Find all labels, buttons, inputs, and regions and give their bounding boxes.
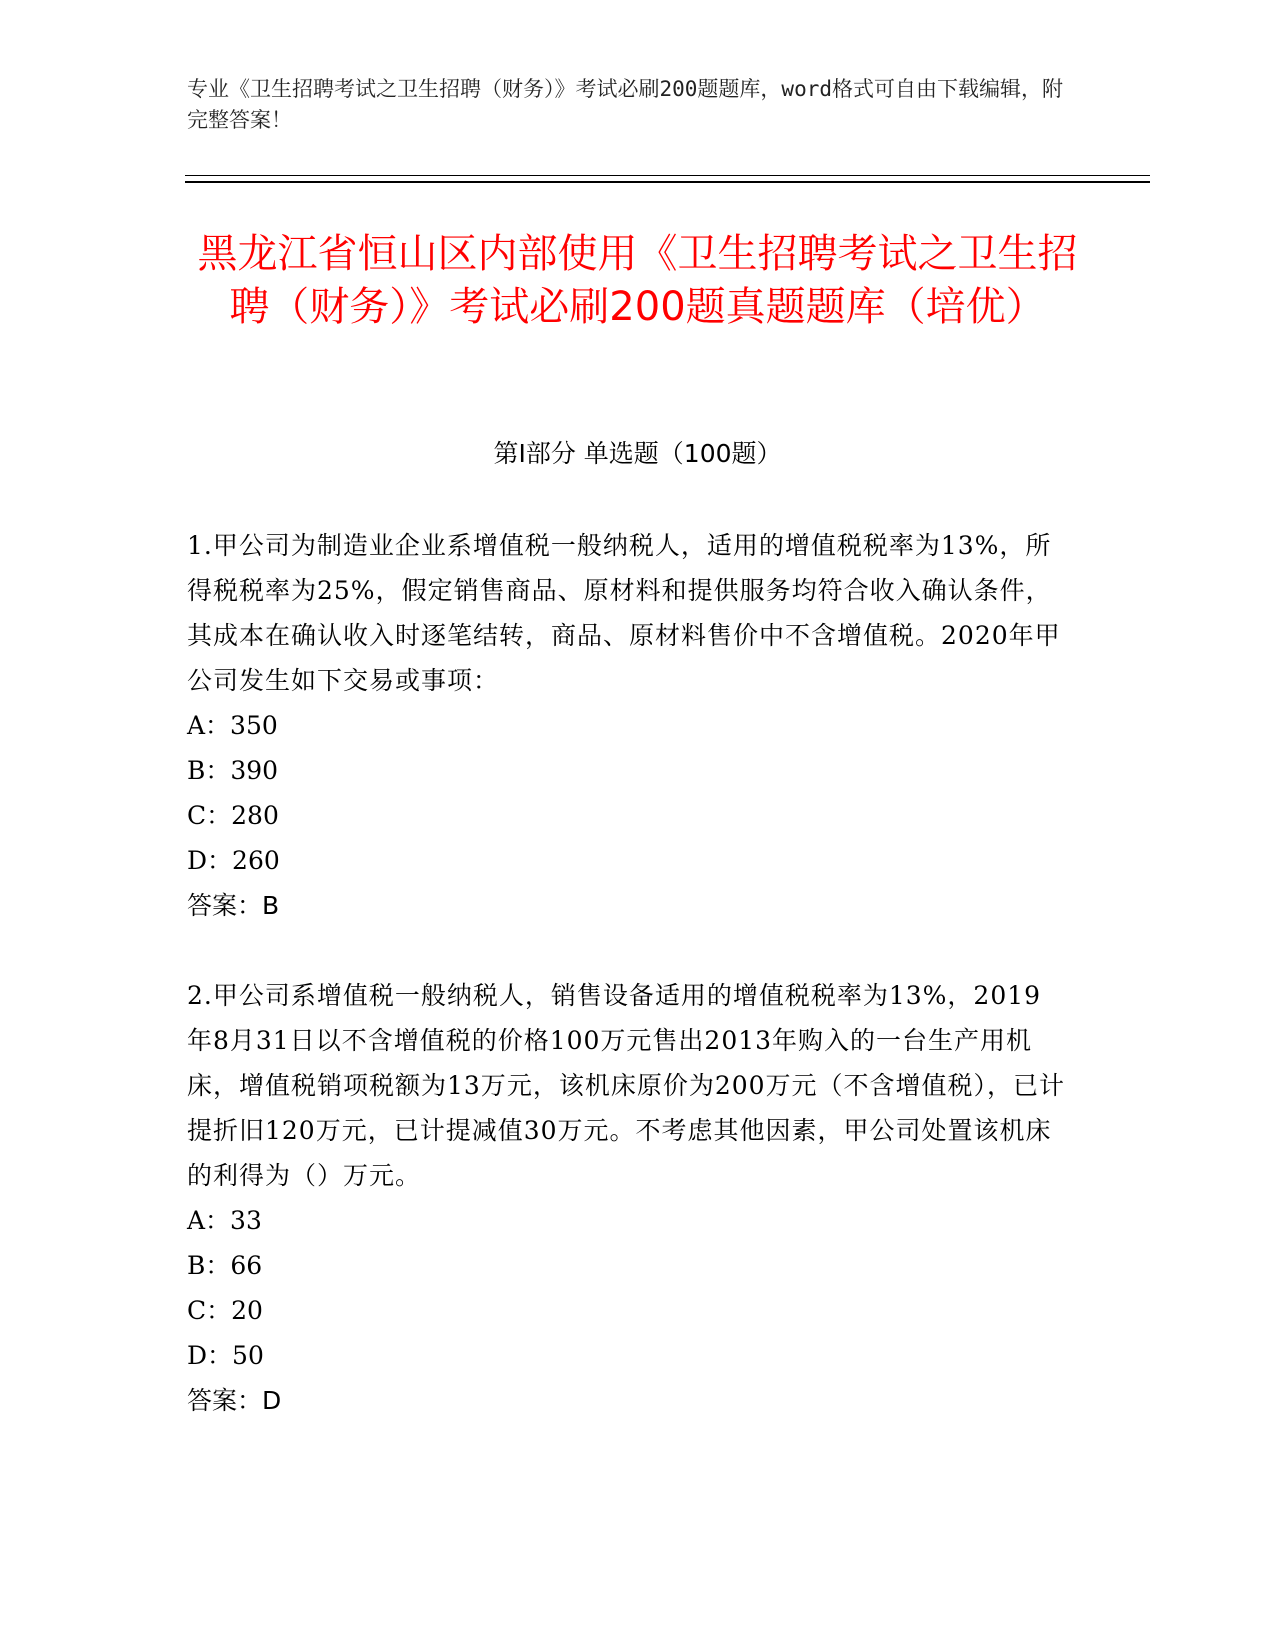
option-a: A：350 [187,711,278,740]
question-block [187,523,1067,928]
option-a: A：33 [187,1206,262,1235]
option-c: C：20 [187,1296,263,1325]
option-b: B：390 [187,756,279,785]
header-divider-thin [185,175,1150,176]
option-c: C：280 [187,801,279,830]
option-b: B：66 [187,1251,263,1280]
option-d: D：260 [187,846,280,875]
document-title: 黑龙江省恒山区内部使用《卫生招聘考试之卫生招聘（财务）》考试必刷200题真题题库（培优） [197,231,1078,330]
option-d: D：50 [187,1341,264,1370]
question-stem: 2.甲公司系增值税一般纳税人，销售设备适用的增值税税率为13%，2019年8月31日以不含增值税的价格100万元售出2013年购入的一台生产用机床，增值税销项税额为13万元，该机床原价为200万元（不含增值税），已计提折旧120万元，已计提减值30万元。不考虑其他因素，甲公司处置该机床的利得为（）万元。 [187,981,1066,1190]
question-block [187,973,1067,1423]
question-stem: 1.甲公司为制造业企业系增值税一般纳税人，适用的增值税税率为13%，所得税税率为25%，假定销售商品、原材料和提供服务均符合收入确认条件，其成本在确认收入时逐笔结转，商品、原材料售价中不含增值税。2020年甲公司发生如下交易或事项： [187,531,1061,695]
header-note: 专业《卫生招聘考试之卫生招聘（财务）》考试必刷200题题库，word格式可自由下载编辑，附完整答案！ [187,77,1063,132]
header-divider-thick [185,181,1150,183]
answer-line: 答案：B [187,891,280,920]
answer-line: 答案：D [187,1386,282,1415]
section-title: 第Ⅰ部分 单选题（100题） [493,439,782,468]
